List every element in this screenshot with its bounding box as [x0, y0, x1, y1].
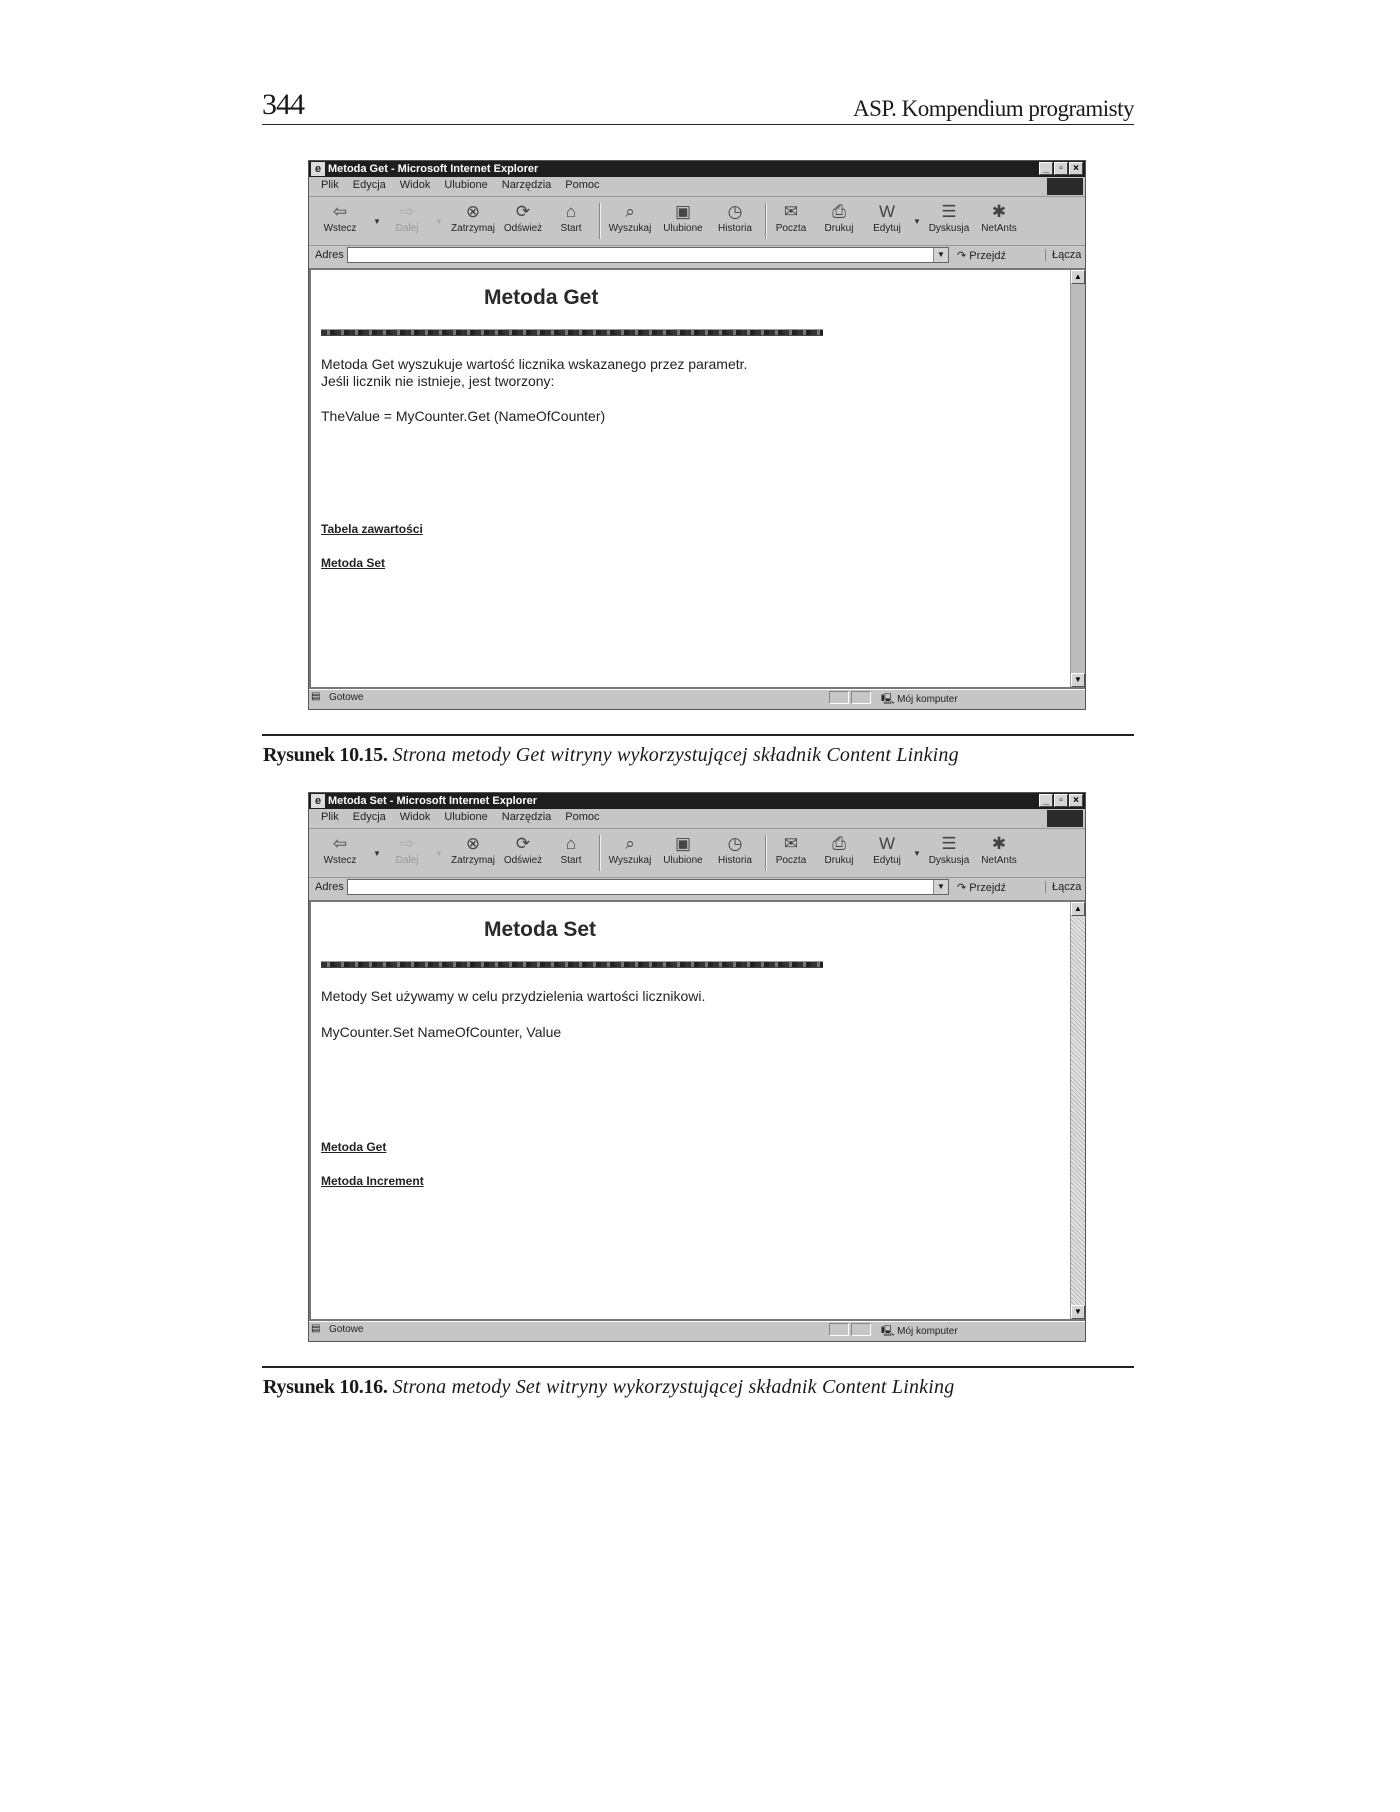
code-example: TheValue = MyCounter.Get (NameOfCounter) — [321, 408, 606, 424]
scroll-down-arrow-icon[interactable]: ▼ — [1071, 673, 1085, 687]
title-bar — [309, 161, 1085, 177]
go-button[interactable]: ↷ Przejdź — [957, 882, 1006, 894]
favorites-icon: ▣ — [674, 834, 692, 853]
menu-pomoc[interactable]: Pomoc — [565, 811, 600, 823]
favorites-button[interactable]: ▣ Ulubione — [659, 201, 707, 234]
page-number: 344 — [262, 88, 304, 121]
link-metoda-get[interactable]: Metoda Get — [321, 1140, 387, 1154]
back-arrow-icon: ⇦ — [332, 834, 348, 853]
page-content — [309, 900, 1085, 1321]
menu-narzedzia[interactable]: Narzędzia — [501, 811, 552, 823]
computer-icon: 🖳 — [881, 694, 895, 705]
status-pane — [829, 1323, 849, 1336]
favorites-icon: ▣ — [674, 202, 692, 221]
status-text: Gotowe — [329, 1324, 364, 1335]
zone-indicator: 🖳 Mój komputer — [881, 1326, 958, 1337]
minimize-button[interactable]: _ — [1039, 162, 1053, 175]
menu-ulubione[interactable]: Ulubione — [444, 179, 488, 191]
computer-icon: 🖳 — [881, 1326, 895, 1337]
menu-pomoc[interactable]: Pomoc — [565, 179, 600, 191]
browser-window-set — [308, 792, 1086, 1342]
history-icon: ◷ — [727, 834, 743, 853]
ie-logo-icon: e — [311, 794, 325, 808]
mail-button[interactable]: ✉ Poczta — [771, 201, 811, 234]
refresh-icon: ⟳ — [515, 834, 531, 853]
running-head — [262, 88, 1134, 125]
page-heading: Metoda Get — [484, 286, 599, 309]
discuss-button[interactable]: ☰ Dyskusja — [928, 202, 970, 234]
caption-text: Strona metody Get witryny wykorzystującej składnik Content Linking — [392, 744, 959, 766]
link-table-of-contents[interactable]: Tabela zawartości — [321, 522, 423, 536]
figure-caption — [263, 744, 959, 767]
printer-icon: ⎙ — [832, 834, 846, 853]
go-arrow-icon: ↷ — [957, 250, 967, 262]
discuss-button[interactable]: ☰ Dyskusja — [928, 834, 970, 866]
stop-icon: ⊗ — [465, 834, 481, 853]
mail-button[interactable]: ✉ Poczta — [771, 833, 811, 866]
page-heading: Metoda Set — [484, 918, 597, 941]
stop-button[interactable]: ⊗ Zatrzymaj — [449, 201, 497, 234]
mail-icon: ✉ — [783, 202, 799, 221]
horizontal-rule — [321, 329, 823, 336]
go-arrow-icon: ↷ — [957, 882, 967, 894]
forward-dropdown-icon[interactable]: ▼ — [435, 217, 443, 226]
description-line-1: Metoda Get wyszukuje wartość licznika wskazanego przez parametr. — [321, 356, 748, 372]
window-title: Metoda Get - Microsoft Internet Explorer — [328, 163, 539, 175]
word-edit-icon: W — [878, 202, 896, 221]
home-icon: ⌂ — [565, 202, 577, 221]
word-edit-icon: W — [878, 834, 896, 853]
ie-logo-icon: e — [311, 162, 325, 176]
back-dropdown-icon[interactable]: ▼ — [373, 217, 381, 226]
title-bar — [309, 793, 1085, 809]
vertical-scrollbar[interactable] — [1070, 902, 1085, 1319]
status-text: Gotowe — [329, 692, 364, 703]
page-content — [309, 268, 1085, 689]
maximize-button[interactable]: ▫ — [1054, 794, 1068, 807]
toolbar-separator — [765, 203, 767, 239]
forward-button[interactable]: ⇨ Dalej — [389, 201, 425, 234]
standard-toolbar — [309, 829, 1085, 878]
search-button[interactable]: ⌕ Wyszukaj — [605, 201, 655, 234]
address-input[interactable] — [347, 247, 949, 263]
zone-indicator: 🖳 Mój komputer — [881, 694, 958, 705]
search-button[interactable]: ⌕ Wyszukaj — [605, 833, 655, 866]
menu-plik[interactable]: Plik — [321, 811, 339, 823]
edit-button[interactable]: W Edytuj — [869, 201, 905, 234]
links-button[interactable]: Łącza — [1045, 249, 1081, 261]
scroll-up-arrow-icon[interactable]: ▲ — [1071, 902, 1085, 916]
scroll-up-arrow-icon[interactable]: ▲ — [1071, 270, 1085, 284]
refresh-button[interactable]: ⟳ Odśwież — [501, 201, 545, 234]
page-icon: ▤ — [311, 1323, 321, 1334]
figure-rule — [262, 734, 1134, 736]
print-button[interactable]: ⎙ Drukuj — [819, 201, 859, 234]
discuss-icon: ☰ — [941, 202, 957, 221]
page-icon: ▤ — [311, 691, 321, 702]
menu-bar — [309, 809, 1085, 829]
close-button[interactable]: × — [1069, 162, 1083, 175]
home-button[interactable]: ⌂ Start — [553, 833, 589, 866]
refresh-icon: ⟳ — [515, 202, 531, 221]
refresh-button[interactable]: ⟳ Odśwież — [501, 833, 545, 866]
address-label: Adres — [315, 881, 344, 893]
address-bar — [309, 246, 1085, 266]
forward-button[interactable]: ⇨ Dalej — [389, 833, 425, 866]
forward-arrow-icon: ⇨ — [399, 202, 415, 221]
status-bar — [309, 1321, 1085, 1338]
back-button[interactable]: ⇦ Wstecz — [319, 201, 361, 234]
description-line-1: Metody Set używamy w celu przydzielenia wartości licznikowi. — [321, 988, 706, 1004]
vertical-scrollbar[interactable] — [1070, 270, 1085, 687]
status-pane — [829, 691, 849, 704]
address-bar — [309, 878, 1085, 898]
history-button[interactable]: ◷ Historia — [713, 201, 757, 234]
book-title: ASP. Kompendium programisty — [852, 96, 1134, 121]
favorites-button[interactable]: ▣ Ulubione — [659, 833, 707, 866]
windows-logo-icon — [1047, 810, 1083, 827]
link-metoda-set[interactable]: Metoda Set — [321, 556, 386, 570]
menu-plik[interactable]: Plik — [321, 179, 339, 191]
caption-label: Rysunek 10.15. — [263, 744, 388, 766]
link-metoda-increment[interactable]: Metoda Increment — [321, 1174, 424, 1188]
figure-caption — [263, 1376, 954, 1399]
edit-dropdown-icon[interactable]: ▼ — [913, 217, 921, 226]
stop-icon: ⊗ — [465, 202, 481, 221]
address-dropdown-icon[interactable]: ▼ — [933, 248, 948, 262]
netants-icon: ✱ — [991, 202, 1007, 221]
print-button[interactable]: ⎙ Drukuj — [819, 833, 859, 866]
description-line-2: Jeśli licznik nie istnieje, jest tworzony: — [321, 373, 555, 389]
printer-icon: ⎙ — [832, 202, 846, 221]
figure-rule — [262, 1366, 1134, 1368]
menu-widok[interactable]: Widok — [399, 179, 431, 191]
links-button[interactable]: Łącza — [1045, 881, 1081, 893]
home-icon: ⌂ — [565, 834, 577, 853]
close-button[interactable]: × — [1069, 794, 1083, 807]
back-dropdown-icon[interactable]: ▼ — [373, 849, 381, 858]
search-icon: ⌕ — [625, 834, 635, 853]
status-bar — [309, 689, 1085, 706]
menu-widok[interactable]: Widok — [399, 811, 431, 823]
netants-button[interactable]: ✱ NetAnts — [977, 833, 1021, 866]
forward-dropdown-icon[interactable]: ▼ — [435, 849, 443, 858]
caption-label: Rysunek 10.16. — [263, 1376, 388, 1398]
search-icon: ⌕ — [625, 202, 635, 221]
maximize-button[interactable]: ▫ — [1054, 162, 1068, 175]
forward-arrow-icon: ⇨ — [399, 834, 415, 853]
back-button[interactable]: ⇦ Wstecz — [319, 833, 361, 866]
minimize-button[interactable]: _ — [1039, 794, 1053, 807]
netants-button[interactable]: ✱ NetAnts — [977, 201, 1021, 234]
menu-narzedzia[interactable]: Narzędzia — [501, 179, 552, 191]
toolbar-separator — [599, 835, 601, 871]
status-pane — [851, 691, 871, 704]
menu-bar — [309, 177, 1085, 197]
caption-text: Strona metody Set witryny wykorzystującej składnik Content Linking — [392, 1376, 955, 1398]
address-label: Adres — [315, 249, 344, 261]
menu-edycja[interactable]: Edycja — [352, 811, 386, 823]
toolbar-separator — [765, 835, 767, 871]
status-pane — [851, 1323, 871, 1336]
mail-icon: ✉ — [783, 834, 799, 853]
toolbar-separator — [599, 203, 601, 239]
menu-ulubione[interactable]: Ulubione — [444, 811, 488, 823]
horizontal-rule — [321, 961, 823, 968]
stop-button[interactable]: ⊗ Zatrzymaj — [449, 833, 497, 866]
code-example: MyCounter.Set NameOfCounter, Value — [321, 1024, 562, 1040]
discuss-icon: ☰ — [941, 834, 957, 853]
standard-toolbar — [309, 197, 1085, 246]
back-arrow-icon: ⇦ — [332, 202, 348, 221]
netants-icon: ✱ — [991, 834, 1007, 853]
edit-dropdown-icon[interactable]: ▼ — [913, 849, 921, 858]
window-title: Metoda Set - Microsoft Internet Explorer — [328, 795, 538, 807]
browser-window-get — [308, 160, 1086, 710]
address-dropdown-icon[interactable]: ▼ — [933, 880, 948, 894]
address-input[interactable] — [347, 879, 949, 895]
edit-button[interactable]: W Edytuj — [869, 833, 905, 866]
history-button[interactable]: ◷ Historia — [713, 833, 757, 866]
scroll-down-arrow-icon[interactable]: ▼ — [1071, 1305, 1085, 1319]
go-button[interactable]: ↷ Przejdź — [957, 250, 1006, 262]
home-button[interactable]: ⌂ Start — [553, 201, 589, 234]
windows-logo-icon — [1047, 178, 1083, 195]
history-icon: ◷ — [727, 202, 743, 221]
menu-edycja[interactable]: Edycja — [352, 179, 386, 191]
